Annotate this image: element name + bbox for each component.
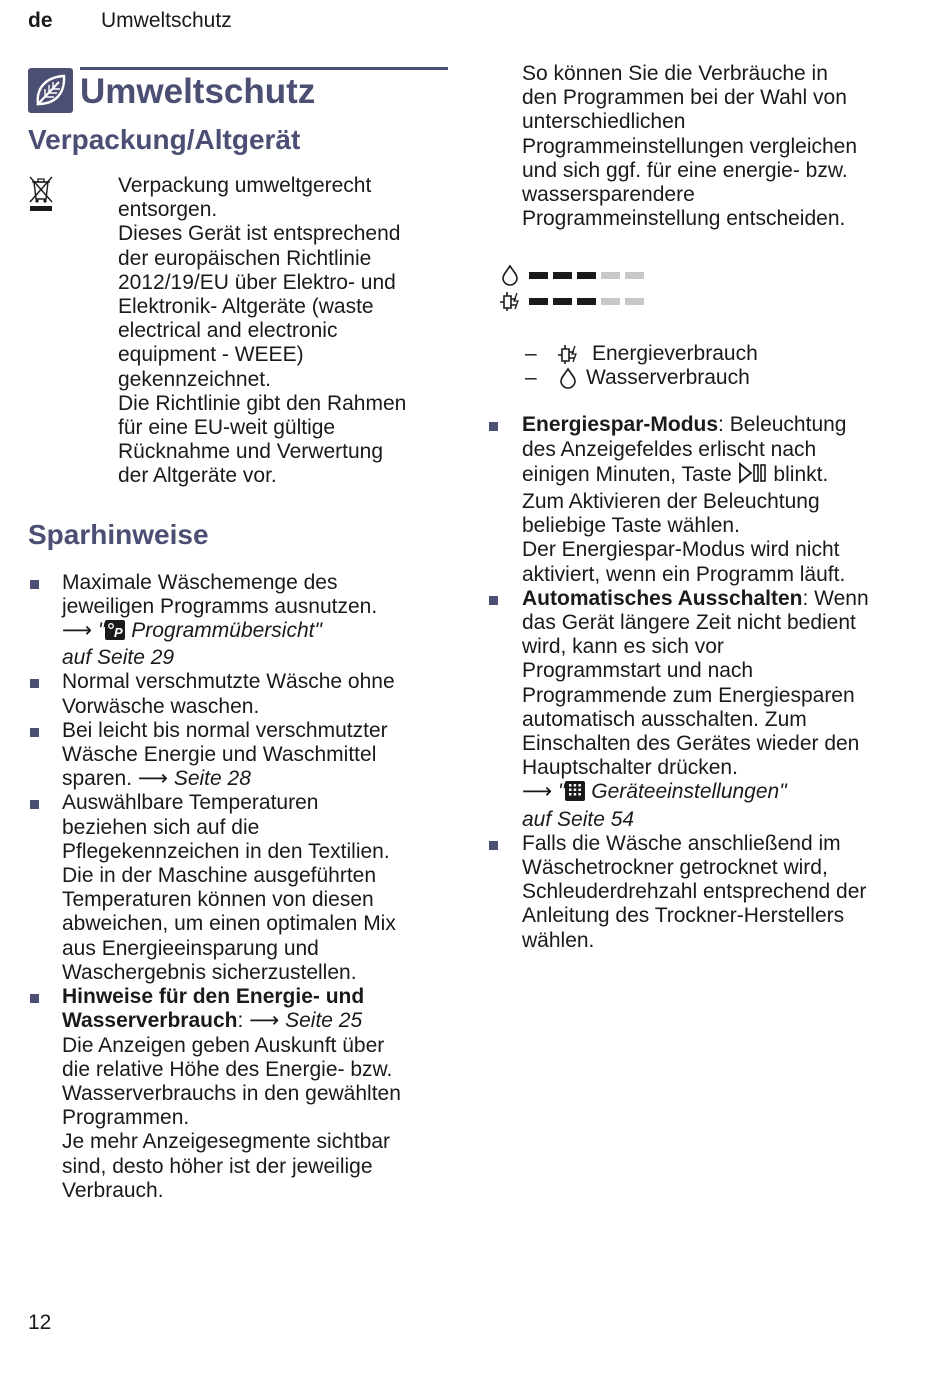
legend-dash: – xyxy=(525,366,537,390)
text-line xyxy=(522,413,917,437)
text-line: equipment - WEEE) xyxy=(118,343,304,367)
list-item xyxy=(487,832,917,953)
text-line: Vorwäsche waschen. xyxy=(62,694,260,718)
settings-grid-icon xyxy=(565,781,585,807)
segment-on xyxy=(553,272,572,279)
legend xyxy=(487,342,917,390)
text-line: Programmeinstellungen vergleichen xyxy=(522,134,858,158)
text-line: Dieses Gerät ist entsprechend xyxy=(118,222,401,246)
energy-segments-row xyxy=(487,290,917,316)
text-line: Wäschetrockner getrocknet wird, xyxy=(522,856,828,880)
text-line: das Gerät längere Zeit nicht bedient xyxy=(522,611,856,635)
text-line: sind, desto höher ist der jeweilige xyxy=(62,1154,373,1178)
text-line: jeweiligen Programms ausnutzen. xyxy=(62,594,378,618)
consumption-display xyxy=(487,264,917,316)
text-line xyxy=(522,587,917,611)
arrow-icon: ⟶ xyxy=(137,767,168,791)
text-line: Verpackung umweltgerecht xyxy=(118,174,372,197)
text-line: Programmstart und nach xyxy=(522,659,754,683)
text-line: Bei leicht bis normal verschmutzter xyxy=(62,718,388,742)
bold-heading: Energiespar-Modus xyxy=(522,413,719,437)
list-item xyxy=(28,791,448,985)
crossed-bin-icon xyxy=(28,174,54,212)
text-line: für eine EU-weit gültige xyxy=(118,416,336,440)
text-line: wird, kann es sich vor xyxy=(522,635,724,659)
text-line: Temperaturen können von diesen xyxy=(62,888,374,912)
text-line: die relative Höhe des Energie- bzw. xyxy=(62,1057,393,1081)
segment-on xyxy=(529,272,548,279)
text-line: des Anzeigefeldes erlischt nach xyxy=(522,437,817,461)
bold-heading: Wasserverbrauch xyxy=(62,1009,238,1033)
list-item xyxy=(28,670,448,718)
text-line: Hauptschalter drücken. xyxy=(522,756,738,780)
water-drop-icon xyxy=(499,264,521,286)
text-line: Schleuderdrehzahl entsprechend der xyxy=(522,880,867,904)
segment-on xyxy=(529,298,548,305)
text-line: beziehen sich auf die xyxy=(62,815,260,839)
text-line: wassersparendere xyxy=(522,183,695,207)
weee-section xyxy=(28,174,448,489)
segment-off xyxy=(625,272,644,279)
bold-heading: Automatisches Ausschalten xyxy=(522,586,803,610)
text-line: So können Sie die Verbräuche in xyxy=(522,62,828,85)
text-line: Programmende zum Energiesparen xyxy=(522,683,855,707)
reference-page[interactable]: auf Seite 29 xyxy=(62,646,175,670)
text-line: Waschergebnis sicherzustellen. xyxy=(62,960,357,984)
tips-heading: Sparhinweise xyxy=(28,518,209,550)
segment-on xyxy=(577,298,596,305)
text-line: entsorgen. xyxy=(118,198,218,222)
list-item xyxy=(28,719,448,792)
text-line: beliebige Taste wählen. xyxy=(522,514,740,538)
reference-text: Geräteeinstellungen" xyxy=(585,780,787,804)
right-column xyxy=(487,62,917,953)
text-line: unterschiedlichen xyxy=(522,110,686,134)
title-rule xyxy=(80,67,448,70)
reference-page[interactable]: auf Seite 54 xyxy=(522,807,635,831)
reference-text: Programmübersicht" xyxy=(125,619,322,643)
text-line: Pflegekennzeichen in den Textilien. xyxy=(62,839,390,863)
text-line: 2012/19/EU über Elektro- und xyxy=(118,270,396,294)
arrow-icon: ⟶ xyxy=(522,780,553,804)
text-line: Der Energiespar-Modus wird nicht xyxy=(522,538,840,562)
segment-off xyxy=(625,298,644,305)
text-line xyxy=(522,462,917,490)
text-line: Auswählbare Temperaturen xyxy=(62,791,319,815)
page-title: Umweltschutz xyxy=(80,72,316,111)
text-line: Programmen. xyxy=(62,1106,190,1130)
segment-off xyxy=(601,298,620,305)
list-item xyxy=(487,587,917,832)
text-span: : xyxy=(237,1009,250,1033)
weee-text xyxy=(118,174,448,489)
intro-text xyxy=(522,62,917,231)
svg-text:P: P xyxy=(114,625,124,641)
text-line: automatisch ausschalten. Zum xyxy=(522,707,807,731)
text-span: : Wenn xyxy=(802,586,869,610)
water-drop-icon xyxy=(557,367,579,389)
arrow-icon: ⟶ xyxy=(249,1009,280,1033)
page-number: 12 xyxy=(28,1311,52,1334)
text-line: electrical and electronic xyxy=(118,319,338,343)
cross-reference[interactable] xyxy=(522,780,917,807)
text-line: Die Anzeigen geben Auskunft über xyxy=(62,1033,385,1057)
list-item xyxy=(28,985,448,1203)
arrow-icon: ⟶ xyxy=(62,619,93,643)
text-line: wählen. xyxy=(522,928,595,952)
water-segments-row xyxy=(487,264,917,290)
text-line: den Programmen bei der Wahl von xyxy=(522,86,847,110)
text-line: aktiviert, wenn ein Programm läuft. xyxy=(522,562,846,586)
text-line: aus Energieeinsparung und xyxy=(62,936,319,960)
cross-reference[interactable] xyxy=(62,619,448,646)
program-overview-icon xyxy=(105,620,125,646)
cross-reference[interactable]: Seite 28 xyxy=(168,767,251,791)
legend-dash: – xyxy=(525,342,537,366)
quote-mark: " xyxy=(97,619,106,643)
quote-mark: " xyxy=(557,780,566,804)
title-row xyxy=(28,62,448,114)
text-line: Programmeinstellung entscheiden. xyxy=(522,207,846,231)
text-span: einigen Minuten, Taste xyxy=(522,462,738,486)
header-section-title: Umweltschutz xyxy=(101,9,232,32)
text-span: blinkt. xyxy=(767,462,829,486)
segment-off xyxy=(601,272,620,279)
legend-label: Wasserverbrauch xyxy=(586,366,750,390)
text-line: Falls die Wäsche anschließend im xyxy=(522,831,841,855)
list-item xyxy=(487,413,917,586)
text-line: Maximale Wäschemenge des xyxy=(62,570,338,594)
text-line xyxy=(62,1009,448,1033)
energy-plug-icon xyxy=(557,343,579,365)
text-line: Die Richtlinie gibt den Rahmen xyxy=(118,391,407,415)
text-line: Verbrauch. xyxy=(62,1178,164,1202)
text-line: Wäsche Energie und Waschmittel xyxy=(62,743,377,767)
energy-plug-icon xyxy=(499,290,521,312)
text-line: Rücknahme und Verwertung xyxy=(118,440,383,464)
segment-on xyxy=(553,298,572,305)
text-line: der europäischen Richtlinie xyxy=(118,246,372,270)
text-line: Normal verschmutzte Wäsche ohne xyxy=(62,670,395,694)
text-line: der Altgeräte vor. xyxy=(118,464,277,488)
text-line: abweichen, um einen optimalen Mix xyxy=(62,912,396,936)
text-line: Zum Aktivieren der Beleuchtung xyxy=(522,490,820,514)
text-line: Wasserverbrauchs in den gewählten xyxy=(62,1081,401,1105)
text-line: Elektronik- Altgeräte (waste xyxy=(118,295,374,319)
text-span: sparen. xyxy=(62,767,138,791)
tips-list xyxy=(28,571,448,1203)
text-line: Je mehr Anzeigesegmente sichtbar xyxy=(62,1130,391,1154)
text-line: Die in der Maschine ausgeführten xyxy=(62,864,377,888)
packaging-heading: Verpackung/Altgerät xyxy=(28,124,301,155)
legend-label: Energieverbrauch xyxy=(592,342,758,366)
left-column xyxy=(28,62,448,1203)
legend-item-energy xyxy=(487,342,917,366)
text-span: : Beleuchtung xyxy=(718,413,847,437)
header-language: de xyxy=(28,9,53,32)
segment-on xyxy=(577,272,596,279)
legend-item-water xyxy=(487,366,917,390)
text-line xyxy=(62,767,448,791)
leaf-icon xyxy=(28,68,73,113)
energy-tips-list xyxy=(487,413,917,952)
text-line: Anleitung des Trockner-Herstellers xyxy=(522,904,845,928)
text-line: und sich ggf. für eine energie- bzw. xyxy=(522,158,848,182)
cross-reference[interactable]: Seite 25 xyxy=(279,1009,363,1033)
list-item xyxy=(28,571,448,671)
bold-heading: Hinweise für den Energie- und xyxy=(62,985,365,1009)
text-line: gekennzeichnet. xyxy=(118,367,271,391)
text-line: Einschalten des Gerätes wieder den xyxy=(522,732,860,756)
start-pause-icon xyxy=(738,462,768,490)
